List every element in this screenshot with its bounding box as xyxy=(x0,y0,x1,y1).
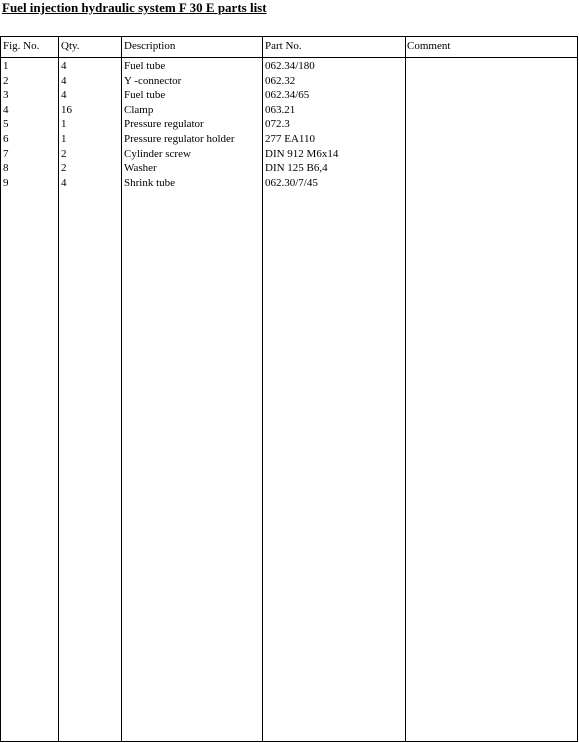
part-no-cell: 062.30/7/45 xyxy=(265,176,318,189)
table-row xyxy=(1,161,577,176)
description-cell: Pressure regulator holder xyxy=(124,132,235,145)
table-row xyxy=(1,147,577,162)
fig-no-cell: 3 xyxy=(3,89,9,102)
header-divider xyxy=(1,57,577,58)
part-no-cell: 072.3 xyxy=(265,118,290,131)
header-fig-no: Fig. No. xyxy=(3,40,40,52)
table-body xyxy=(1,59,577,190)
qty-cell: 2 xyxy=(61,162,67,175)
description-cell: Fuel tube xyxy=(124,60,166,72)
part-no-cell: 277 EA110 xyxy=(265,132,316,145)
header-qty: Qty. xyxy=(61,40,80,52)
fig-no-cell: 2 xyxy=(3,74,9,87)
qty-cell: 4 xyxy=(61,60,67,72)
fig-no-cell: 7 xyxy=(3,147,9,160)
header-comment: Comment xyxy=(407,40,451,52)
table-row xyxy=(1,74,577,89)
description-cell: Washer xyxy=(124,162,157,175)
description-cell: Shrink tube xyxy=(124,176,176,189)
part-no-cell: DIN 125 B6,4 xyxy=(265,162,328,175)
description-cell: Pressure regulator xyxy=(124,118,204,131)
part-no-cell: 062.34/65 xyxy=(265,89,310,102)
header-description: Description xyxy=(124,40,176,52)
table-row xyxy=(1,117,577,132)
description-cell: Cylinder screw xyxy=(124,147,191,160)
qty-cell: 16 xyxy=(61,103,72,116)
table-row xyxy=(1,88,577,103)
qty-cell: 1 xyxy=(61,132,67,145)
qty-cell: 4 xyxy=(61,74,67,87)
table-row xyxy=(1,103,577,118)
page-title: Fuel injection hydraulic system F 30 E parts list xyxy=(2,0,267,15)
part-no-cell: 063.21 xyxy=(265,103,296,116)
table-row xyxy=(1,132,577,147)
fig-no-cell: 9 xyxy=(3,176,9,189)
table-row xyxy=(1,59,577,74)
part-no-cell: 062.32 xyxy=(265,74,296,87)
qty-cell: 4 xyxy=(61,176,67,189)
description-cell: Y -connector xyxy=(124,74,182,87)
fig-no-cell: 1 xyxy=(3,60,9,72)
description-cell: Fuel tube xyxy=(124,89,166,102)
table-row xyxy=(1,176,577,191)
qty-cell: 2 xyxy=(61,147,67,160)
qty-cell: 4 xyxy=(61,89,67,102)
description-cell: Clamp xyxy=(124,103,154,116)
fig-no-cell: 6 xyxy=(3,132,9,145)
part-no-cell: DIN 912 M6x14 xyxy=(265,147,339,160)
parts-table xyxy=(0,36,578,742)
fig-no-cell: 5 xyxy=(3,118,9,131)
fig-no-cell: 8 xyxy=(3,162,9,175)
fig-no-cell: 4 xyxy=(3,103,9,116)
part-no-cell: 062.34/180 xyxy=(265,60,315,72)
qty-cell: 1 xyxy=(61,118,67,131)
header-part-no: Part No. xyxy=(265,40,302,52)
